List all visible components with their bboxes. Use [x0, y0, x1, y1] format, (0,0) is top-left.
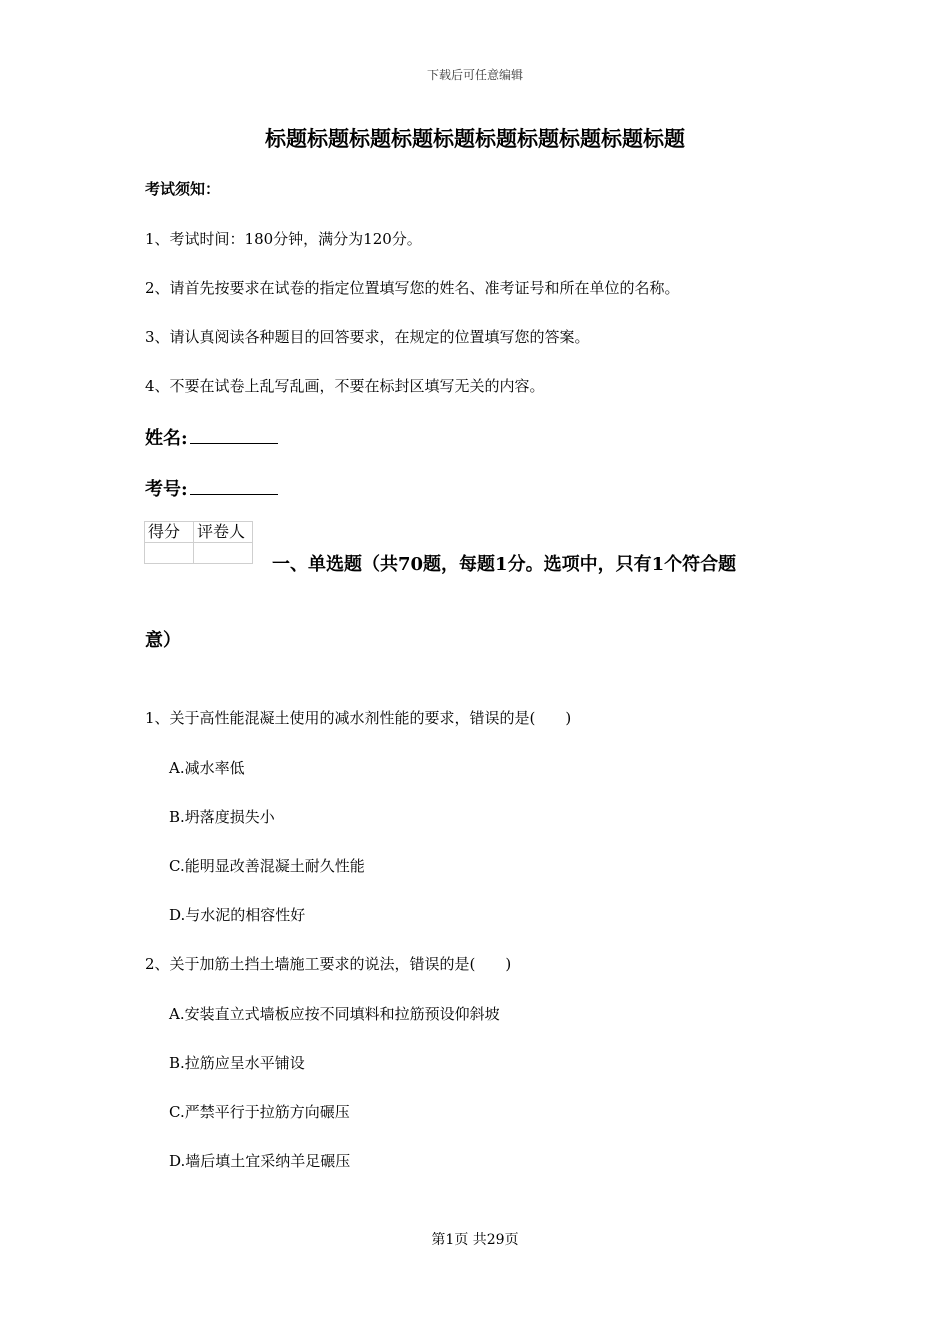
score-header: 得分	[145, 522, 194, 543]
notice-item: 3、请认真阅读各种题目的回答要求，在规定的位置填写您的答案。	[145, 328, 590, 346]
notice-heading: 考试须知：	[145, 180, 221, 198]
question-option: A.安装直立式墙板应按不同填料和拉筋预设仰斜坡	[169, 1005, 500, 1023]
grader-header: 评卷人	[194, 522, 253, 543]
name-label: 姓名:	[145, 428, 188, 449]
section-title-continued: 意）	[145, 630, 181, 651]
question-option: C.能明显改善混凝土耐久性能	[169, 857, 365, 875]
notice-item: 4、不要在试卷上乱写乱画，不要在标封区填写无关的内容。	[145, 377, 545, 395]
question-option: B.拉筋应呈水平铺设	[169, 1054, 305, 1072]
name-field	[145, 424, 278, 450]
question-option: D.与水泥的相容性好	[169, 906, 306, 924]
question-option: B.坍落度损失小	[169, 808, 275, 826]
score-table	[144, 521, 253, 564]
section-title: 一、单选题（共70题，每题1分。选项中，只有1个符合题	[272, 554, 737, 575]
notice-item: 2、请首先按要求在试卷的指定位置填写您的姓名、准考证号和所在单位的名称。	[145, 279, 680, 297]
exam-id-field	[145, 475, 278, 501]
document-title: 标题标题标题标题标题标题标题标题标题标题	[265, 126, 685, 151]
notice-item: 1、考试时间：180分钟，满分为120分。	[145, 230, 422, 248]
page-footer: 第1页 共29页	[431, 1232, 519, 1248]
exam-id-label: 考号:	[145, 479, 188, 500]
question-option: C.严禁平行于拉筋方向碾压	[169, 1103, 350, 1121]
exam-id-blank[interactable]	[190, 478, 278, 495]
question-option: A.减水率低	[169, 759, 245, 777]
grader-cell[interactable]	[194, 543, 253, 564]
score-cell[interactable]	[145, 543, 194, 564]
question-option: D.墙后填土宜采纳羊足碾压	[169, 1152, 351, 1170]
question-text: 2、关于加筋土挡土墙施工要求的说法，错误的是( )	[145, 955, 512, 973]
header-note: 下载后可任意编辑	[426, 68, 523, 82]
question-text: 1、关于高性能混凝土使用的减水剂性能的要求，错误的是( )	[145, 709, 572, 727]
name-blank[interactable]	[190, 427, 278, 444]
